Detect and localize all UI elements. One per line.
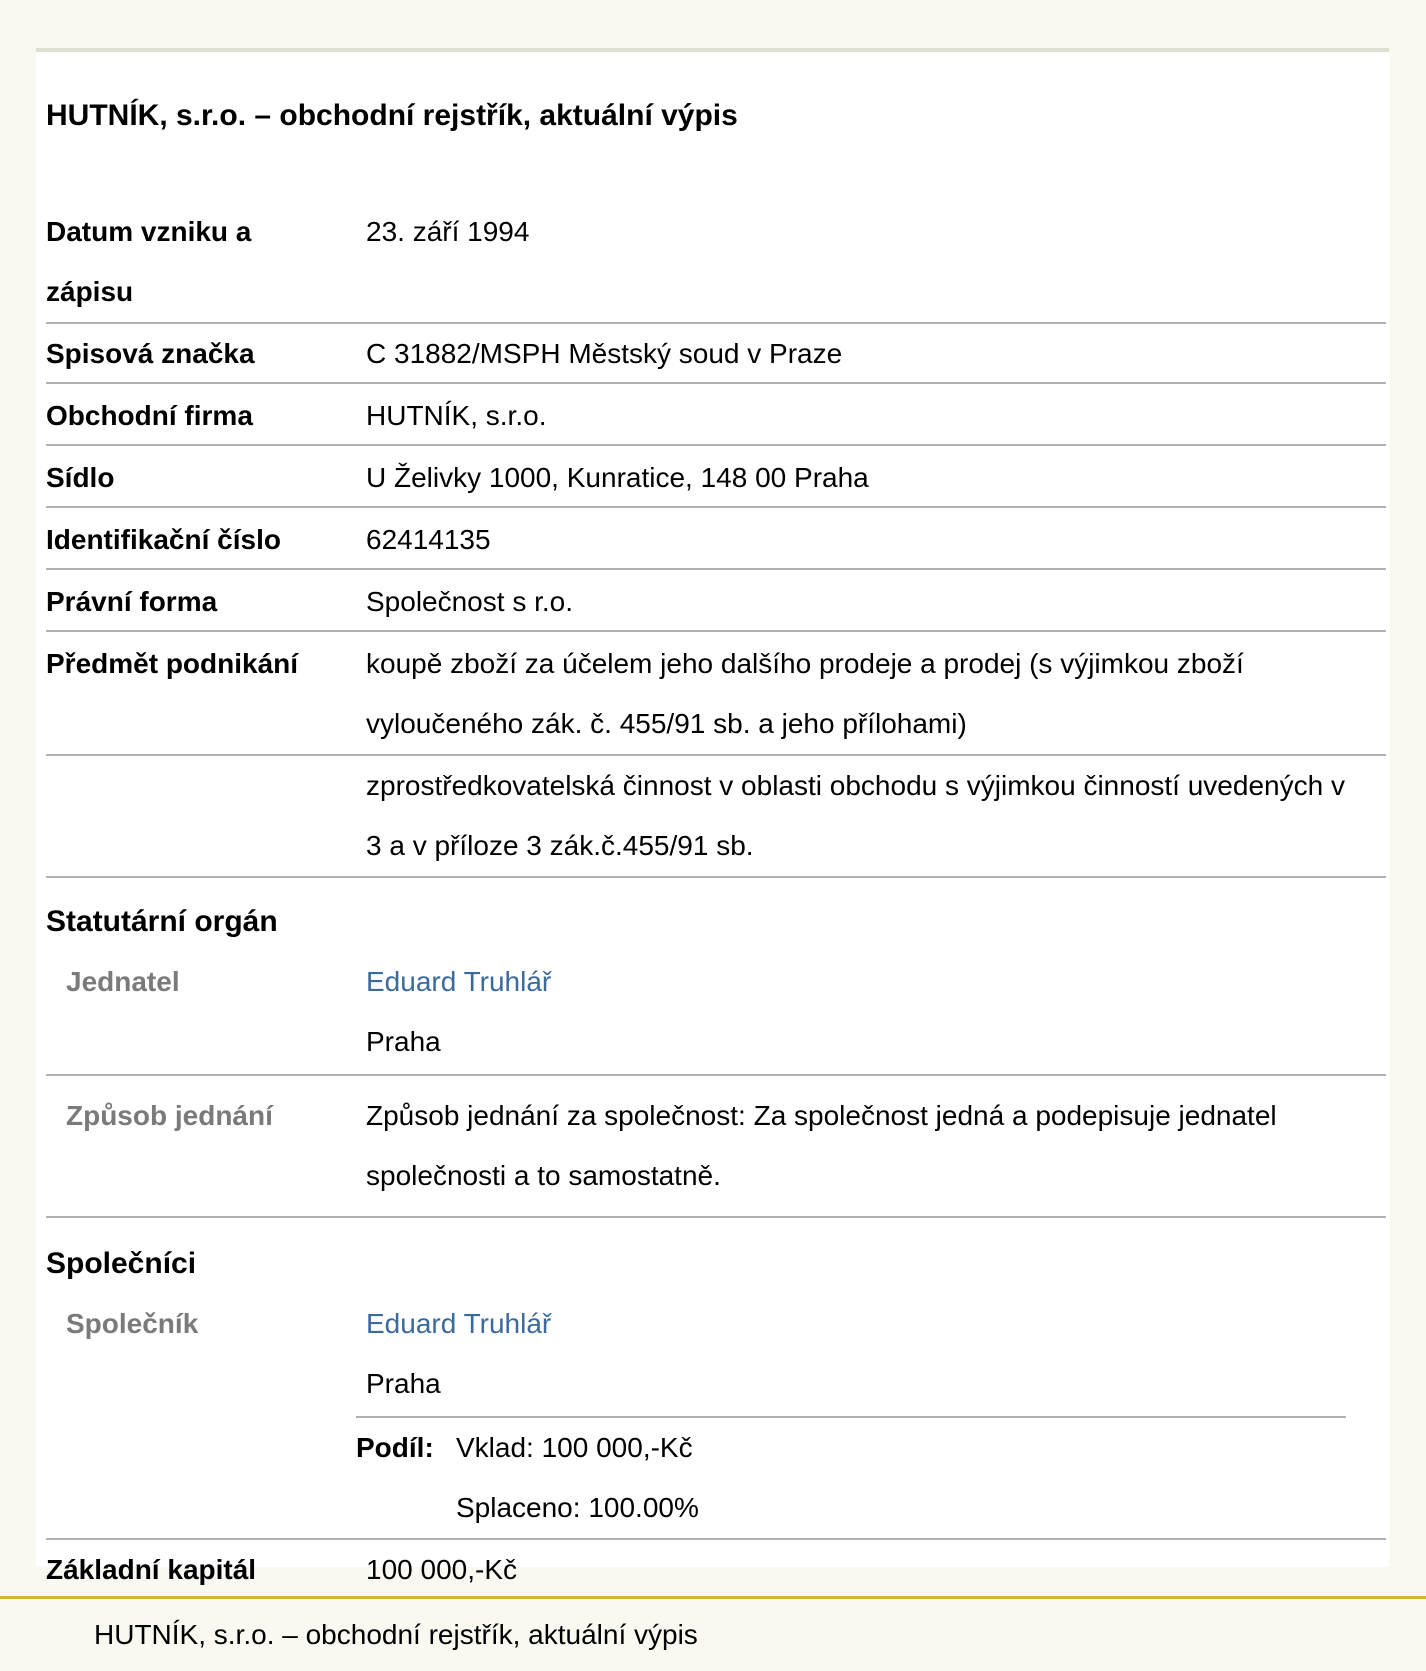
row-obchodni-firma xyxy=(46,386,1386,446)
row-spolecnik xyxy=(46,1294,1386,1414)
row-value: U Želivky 1000, Kunratice, 148 00 Praha xyxy=(366,462,869,493)
section-spolecnici: Společníci xyxy=(46,1247,197,1280)
row-zpusob-jednani xyxy=(46,1076,1386,1218)
row-value: zprostředkovatelská činnost v oblasti obchodu s výjimkou činností uvedených v 3 a v příloze 3 zák.č.455/91 sb. xyxy=(366,770,1345,861)
row-value: HUTNÍK, s.r.o. xyxy=(366,400,547,431)
row-label: Právní forma xyxy=(46,586,218,617)
row-pravni-forma xyxy=(46,572,1386,632)
section-statutarni-organ: Statutární orgán xyxy=(46,905,278,938)
row-label: Předmět podnikání xyxy=(46,648,299,679)
row-value: Společnost s r.o. xyxy=(366,586,574,617)
row-value: C 31882/MSPH Městský soud v Praze xyxy=(366,338,843,369)
row-value: 62414135 xyxy=(366,524,491,555)
row-sidlo xyxy=(46,448,1386,508)
jednatel-name-link[interactable]: Eduard Truhlář xyxy=(366,966,552,997)
row-jednatel xyxy=(46,952,1386,1076)
row-label: Identifikační číslo xyxy=(46,524,281,555)
spolecnik-label: Společník xyxy=(66,1308,199,1339)
registry-card xyxy=(36,48,1389,1585)
podil-label: Podíl: xyxy=(356,1432,434,1463)
row-label: Spisová značka xyxy=(46,338,255,369)
zpusob-value: Způsob jednání za společnost: Za společnost jedná a podepisuje jednatel společnosti a to samostatně. xyxy=(366,1100,1277,1191)
row-value: koupě zboží za účelem jeho dalšího prodeje a prodej (s výjimkou zboží vyloučeného zák. č. 455/91 sb. a jeho přílohami) xyxy=(366,648,1244,739)
spolecnik-name-link[interactable]: Eduard Truhlář xyxy=(366,1308,552,1339)
row-label: Datum vzniku a zápisu xyxy=(46,216,252,307)
row-spisova-znacka xyxy=(46,324,1386,384)
jednatel-label: Jednatel xyxy=(66,966,180,997)
row-label: Sídlo xyxy=(46,462,115,493)
podil-vklad: Vklad: 100 000,-Kč xyxy=(456,1432,693,1463)
spolecnik-value xyxy=(366,1294,1366,1414)
capital-label: Základní kapitál xyxy=(46,1554,257,1585)
podil-splaceno: Splaceno: 100.00% xyxy=(456,1492,699,1523)
footer xyxy=(0,1596,1426,1671)
row-datum-vzniku xyxy=(46,202,1386,324)
row-zakladni-kapital xyxy=(46,1540,1386,1602)
row-value: 23. září 1994 xyxy=(366,216,530,247)
row-predmet-podnikani-2 xyxy=(46,756,1386,878)
jednatel-city: Praha xyxy=(366,1026,441,1057)
row-ico xyxy=(46,510,1386,570)
page-title: HUTNÍK, s.r.o. – obchodní rejstřík, aktuální výpis xyxy=(46,99,738,132)
capital-value: 100 000,-Kč xyxy=(366,1554,517,1585)
zpusob-label: Způsob jednání xyxy=(66,1100,273,1131)
jednatel-value xyxy=(366,952,1366,1072)
row-label: Obchodní firma xyxy=(46,400,253,431)
spolecnik-city: Praha xyxy=(366,1368,441,1399)
footer-text: HUTNÍK, s.r.o. – obchodní rejstřík, aktuální výpis xyxy=(94,1619,698,1650)
row-predmet-podnikani xyxy=(46,634,1386,756)
